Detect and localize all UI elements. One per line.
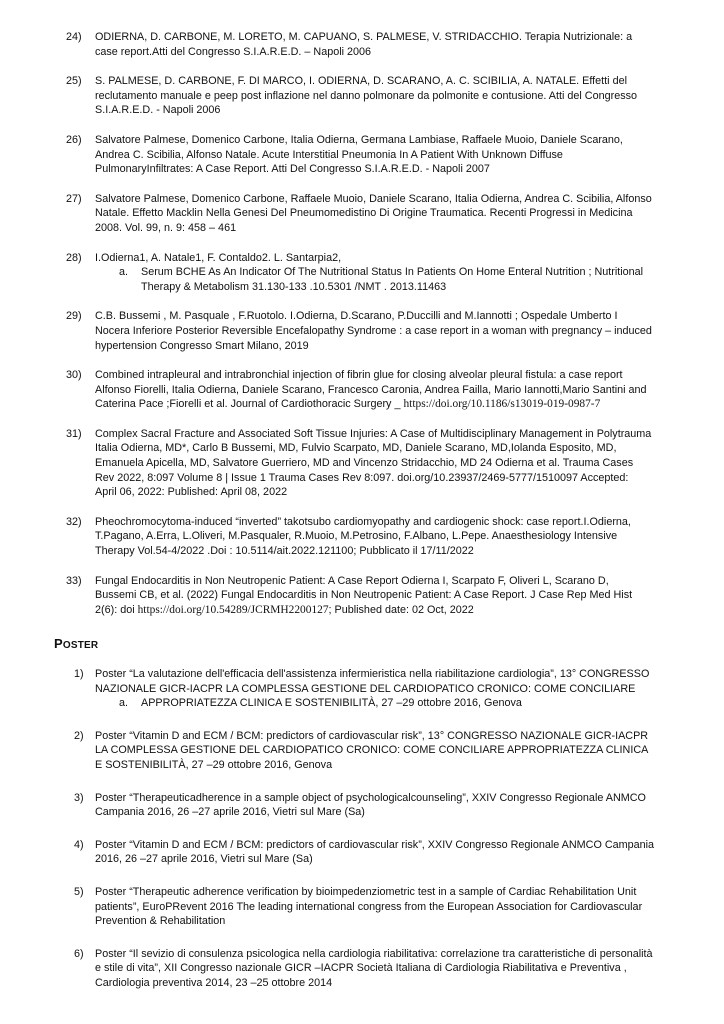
publication-entry [0,30,724,59]
publication-entry [0,133,724,177]
publication-entry-number: 24) [66,31,82,43]
publication-entry-text-line: Andrea C. Scibilia, Alfonso Natale. Acute Interstitial Pneumonia In A Patient With Unknown Diffuse [95,148,563,161]
publication-entry-text-line: Bussemi CB, et al. (2022) Fungal Endocarditis in Non Neutropenic Patient: A Case Report. J Case Rep Med Hist [95,589,633,602]
publication-entry [0,574,724,618]
publication-entry-text-line: April 06, 2022: Published: April 08, 2022 [95,486,288,499]
publication-entry-text: Caterina Pace ;Fiorelli et al. Journal of Cardiothoracic Surgery _ [95,398,404,411]
poster-heading-rest: OSTER [62,640,99,651]
poster-section-heading [54,637,98,654]
poster-entry-sub-entry [95,696,654,711]
publication-entry [0,427,724,500]
poster-entry [0,838,724,867]
poster-entry-text-line: Poster “La valutazione dell'efficacia dell'assistenza infermieristica nella riabilitazione cardiologia”, 13° CONGRESSO [95,668,650,680]
publication-entry-text: ; Published date: 02 Oct, 2022 [328,603,474,616]
poster-entry-number: 2) [74,729,84,742]
poster-entry-text-line: Campania 2016, 26 –27 aprile 2016, Vietri sul Mare (Sa) [95,806,365,819]
poster-entry [0,885,724,929]
publication-entry-text-line: Nocera Inferiore Posterior Reversible Encefalopathy Syndrome : a case report in a woman with pregnancy – induced [95,324,652,337]
publication-entry-number: 32) [66,515,82,528]
publication-entry-number: 26) [66,133,82,146]
publication-entry-number: 28) [66,251,82,264]
doi-link: https://doi.org/10.1186/s13019-019-0987-7 [403,398,601,411]
doi-link: https://doi.org/10.54289/JCRMH2200127 [137,603,329,616]
publication-entry-text-line: Salvatore Palmese, Domenico Carbone, Italia Odierna, Germana Lambiase, Raffaele Muoio, Daniele Scarano, [95,133,623,146]
poster-entry-text-line: E SOSTENIBILITÀ, 27 –29 ottobre 2016, Genova [95,758,333,771]
publication-entry [0,192,724,236]
publication-entry-text-line: I.Odierna1, A. Natale1, F. Contaldo2. L. Santarpia2, [95,251,342,264]
publication-entry-text-line: S.I.A.R.E.D. - Napoli 2006 [95,104,221,117]
poster-entry-text-line: Cardiologia preventiva 2014, 23 –25 ottobre 2014 [95,976,333,989]
poster-entry-text-line: 2016, 26 –27 aprile 2016, Vietri sul Mare (Sa) [95,853,313,866]
publication-entry-number: 27) [66,192,82,205]
publication-entry-text-line: T.Pagano, A.Erra, L.Oliveri, M.Pasqualer, R.Muoio, M.Petrosino, F.Albano, L.Pepe. Anaesthesiology Intensive [95,530,618,543]
publication-entry-number: 33) [66,574,82,587]
poster-entry-text-line: e stile di vita”, XII Congresso nazionale GICR –IACPR Società Italiana di Cardiologia Riabilitativa e Preventiva , [95,962,627,975]
publication-entry-text-line: hypertension Congresso Smart Milano, 2019 [95,339,309,352]
publication-entry-text: 2(6): doi [95,603,138,616]
publication-entry-number: 31) [66,427,82,440]
publication-entry-text-line: Italia Odierna, MD*, Carlo B Bussemi, MD, Fulvio Scarpato, MD, Daniele Scarano, MD,Iolanda Esposito, MD, [95,442,617,455]
poster-entry-text-line: Poster “Therapeutic adherence verification by bioimpedenziometric test in a sample of Cardiac Rehabilitation Unit [95,885,637,898]
poster-entry-number: 5) [74,885,84,898]
publication-entry-number: 30) [66,369,82,382]
poster-entry [0,947,724,991]
sub-entry-text-line: Therapy & Metabolism 31.130-133 .10.5301 /NMT . 2013.11463 [141,280,447,293]
publication-entry-text-line: Salvatore Palmese, Domenico Carbone, Raffaele Muoio, Daniele Scarano, Italia Odierna, Andrea C. Scibilia, Alfonso [95,192,652,205]
poster-entry-text-line: Prevention & Rehabilitation [95,915,226,928]
publication-entry-text-line: S. PALMESE, D. CARBONE, F. DI MARCO, I. ODIERNA, D. SCARANO, A. C. SCIBILIA, A. NATALE. Effetti del [95,75,627,88]
publication-entry-text-line: Natale. Effetto Macklin Nella Genesi Del Pneumomedistino Di Origine Traumatica. Recenti Progressi in Medicina [95,207,633,220]
poster-entry-text-line: Poster “Therapeuticadherence in a sample object of psychologicalcounseling”, XXIV Congresso Regionale ANMCO [95,791,646,804]
publication-entry-text-line: Alfonso Fiorelli, Italia Odierna, Daniele Scarano, Francesco Caronia, Andrea Failla, Mario Iannotti,Mario Santini and [95,383,647,396]
poster-entry-text-line: patients”, EuroPRevent 2016 The leading international congress from the European Association for Cardiovascular [95,900,643,913]
publication-entry-text-line: ODIERNA, D. CARBONE, M. LORETO, M. CAPUANO, S. PALMESE, V. STRIDACCHIO. Terapia Nutrizionale: a [95,31,633,43]
publication-entry-text-line: 2008. Vol. 99, n. 9: 458 – 461 [95,221,237,234]
poster-entry-number: 4) [74,838,84,851]
poster-entry-text-line: Poster “Il sevizio di consulenza psicologica nella cardiologia riabilitativa: correlazione tra caratteristiche di personalità [95,947,653,960]
publication-entry [0,515,724,559]
sub-entry-text-line: APPROPRIATEZZA CLINICA E SOSTENIBILITÀ, 27 –29 ottobre 2016, Genova [141,697,522,710]
publication-entry-text-line [95,397,654,412]
publication-entry-text-line: C.B. Bussemi , M. Pasquale , F.Ruotolo. I.Odierna, D.Scarano, P.Duccilli and M.Iannotti ; Ospedale Umberto I [95,310,618,323]
publication-entry-text-line [95,603,654,618]
poster-entry-number: 6) [74,947,84,960]
publication-entry-text-line: Complex Sacral Fracture and Associated Soft Tissue Injuries: A Case of Multidisciplinary Management in Polytrauma [95,427,652,440]
poster-entry-number: 3) [74,791,84,804]
publication-entry [0,74,724,118]
poster-entry-text-line: LA COMPLESSA GESTIONE DEL CARDIOPATICO CRONICO: COME CONCILIARE APPROPRIATEZZA CLINICA [95,744,649,757]
publication-entry-text-line: case report.Atti del Congresso S.I.A.R.E.D. – Napoli 2006 [95,45,372,58]
poster-entry-text-line: NAZIONALE GICR-IACPR LA COMPLESSA GESTIONE DEL CARDIOPATICO CRONICO: COME CONCILIARE [95,682,636,695]
publication-entry-text-line: Combined intrapleural and intrabronchial injection of fibrin glue for closing alveolar pleural fistula: a case report [95,369,623,382]
publication-entry [0,251,724,295]
publication-entry-text-line: Rev 2022, 8:097 Volume 8 | Issue 1 Trauma Cases Rev 8:097. doi.org/10.23937/2469-5777/1510097 Accepted: [95,471,629,484]
publication-list [0,30,724,632]
publication-entry-text-line: Fungal Endocarditis in Non Neutropenic Patient: A Case Report Odierna I, Scarpato F, Oliveri L, Scarano D, [95,574,609,587]
publication-entry-number: 25) [66,75,82,88]
publication-entry-sub-entry [95,265,654,294]
poster-entry-text-line: Poster “Vitamin D and ECM / BCM: predictors of cardiovascular risk”, XXIV Congresso Regionale ANMCO Campania [95,838,655,851]
poster-entry [0,791,724,820]
poster-list [0,667,724,1009]
publication-entry [0,368,724,412]
poster-entry-number: 1) [74,668,84,680]
publication-entry-text-line: Therapy Vol.54-4/2022 .Doi : 10.5114/ait.2022.121100; Pubblicato il 17/11/2022 [95,545,474,558]
poster-heading-initial: P [54,636,63,651]
publication-entry-text-line: reclutamento manuale e peep post inflazione nel danno polmonare da polmonite e contusione. Atti del Congresso [95,89,638,102]
publication-entry-text-line: PulmonaryInfiltrates: A Case Report. Atti Del Congresso S.I.A.R.E.D. - Napoli 2007 [95,163,490,176]
poster-entry-text-line: Poster “Vitamin D and ECM / BCM: predictors of cardiovascular risk”, 13° CONGRESSO NAZIONALE GICR-IACPR [95,729,649,742]
publication-entry-text-line: Pheochromocytoma-induced “inverted” takotsubo cardiomyopathy and cardiogenic shock: case report.I.Odierna, [95,515,631,528]
poster-entry [0,729,724,773]
publication-entry-number: 29) [66,310,82,323]
publication-entry [0,309,724,353]
sub-entry-marker: a. [119,697,129,710]
publication-entry-text-line: Emanuela Apicella, MD, Salvatore Guerriero, MD and Vincenzo Stridacchio, MD 24 Odierna et al. Trauma Cases [95,457,634,470]
poster-entry [0,667,724,711]
sub-entry-text-line: Serum BCHE As An Indicator Of The Nutritional Status In Patients On Home Enteral Nutrition ; Nutritional [141,266,644,279]
sub-entry-marker: a. [119,266,129,279]
